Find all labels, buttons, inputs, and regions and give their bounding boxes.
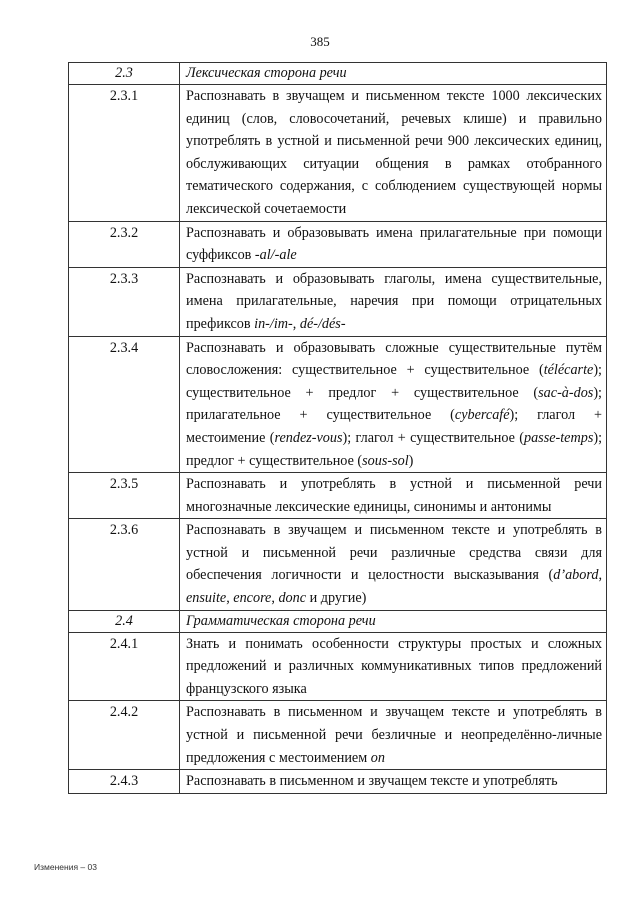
row-number: 2.3.4	[69, 336, 180, 473]
row-description: Распознавать в звучащем и письменном тексте и употреблять в устной и письменной речи различные средства связи для обеспечения логичности и целостности высказывания (d’abord, ensuite, encore, donc и другие)	[180, 519, 607, 610]
row-number: 2.3.2	[69, 221, 180, 267]
section-row	[69, 63, 607, 85]
row-description: Распознавать и употреблять в устной и письменной речи многозначные лексические единицы, синонимы и антонимы	[180, 473, 607, 519]
row-description: Распознавать и образовывать имена прилагательные при помощи суффиксов -al/-ale	[180, 221, 607, 267]
table-row	[69, 85, 607, 222]
row-description: Распознавать в звучащем и письменном тексте 1000 лексических единиц (слов, словосочетаний, речевых клише) и правильно употреблять в устной и письменной речи 900 лексических единиц, обслуживающих ситуации общения в рамках отобранного тематического содержания, с соблюдением существующей нормы лексической сочетаемости	[180, 85, 607, 222]
row-number: 2.4.1	[69, 632, 180, 701]
row-number: 2.3.6	[69, 519, 180, 610]
table-row	[69, 632, 607, 701]
table-row	[69, 701, 607, 770]
row-description: Распознавать в письменном и звучащем тексте и употреблять в устной и письменной речи безличные и неопределённо-личные предложения с местоимением on	[180, 701, 607, 770]
table-row	[69, 336, 607, 473]
section-title: Грамматическая сторона речи	[180, 610, 607, 632]
footer-revision: Изменения – 03	[34, 862, 97, 872]
table-row	[69, 473, 607, 519]
table-row	[69, 221, 607, 267]
row-number: 2.3.5	[69, 473, 180, 519]
row-description: Распознавать в письменном и звучащем тексте и употреблять	[180, 770, 607, 794]
row-number: 2.3	[69, 63, 180, 85]
table-row	[69, 267, 607, 336]
section-title: Лексическая сторона речи	[180, 63, 607, 85]
section-row	[69, 610, 607, 632]
row-number: 2.4.3	[69, 770, 180, 794]
requirements-table-body	[69, 63, 607, 794]
table-row	[69, 770, 607, 794]
requirements-table	[68, 62, 607, 794]
row-number: 2.4	[69, 610, 180, 632]
table-row	[69, 519, 607, 610]
row-description: Распознавать и образовывать сложные существительные путём словосложения: существительное + существительное (télécarte); существительное + предлог + существительное (sac-à-dos); прилагательное + существительное (cybercafé); глагол + местоимение (rendez-vous); глагол + существительное (passe-temps); предлог + существительное (sous-sol)	[180, 336, 607, 473]
row-number: 2.4.2	[69, 701, 180, 770]
row-number: 2.3.3	[69, 267, 180, 336]
row-number: 2.3.1	[69, 85, 180, 222]
row-description: Распознавать и образовывать глаголы, имена существительные, имена прилагательные, наречия при помощи отрицательных префиксов in-/im-, dé-/dés-	[180, 267, 607, 336]
page-number: 385	[310, 34, 330, 49]
row-description: Знать и понимать особенности структуры простых и сложных предложений и различных коммуникативных типов предложений французского языка	[180, 632, 607, 701]
